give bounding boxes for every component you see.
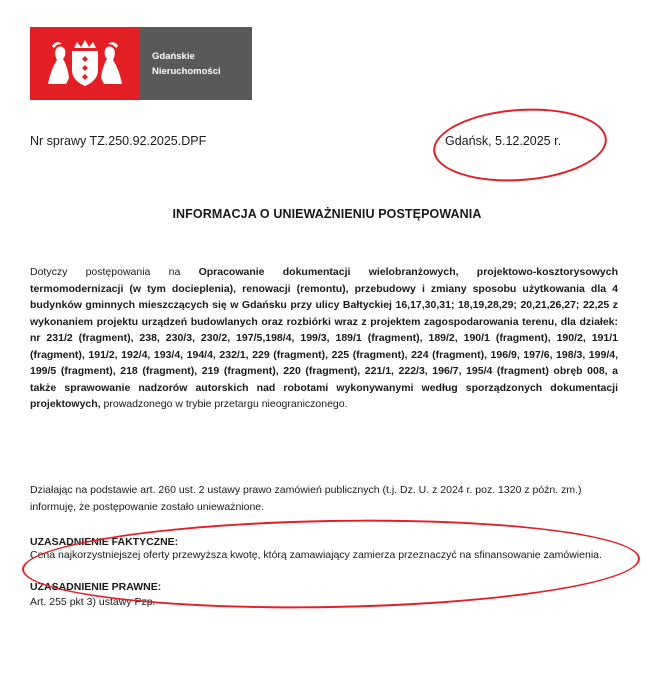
- logo-line-1: Gdańskie: [152, 50, 195, 62]
- gdansk-coat-of-arms-icon: [44, 38, 126, 90]
- case-reference: Nr sprawy TZ.250.92.2025.DPF: [30, 134, 207, 148]
- logo-text-block: [140, 27, 252, 100]
- logo: [30, 27, 252, 100]
- subject-paragraph: [30, 264, 618, 413]
- decision-paragraph: Działając na podstawie art. 260 ust. 2 ustawy prawo zamówień publicznych (t.j. Dz. U. z 2024 r. poz. 1320 z późn. zm.) informuję, że postępowanie zostało unieważnione.: [30, 484, 582, 513]
- subject-outro: prowadzonego w trybie przetargu nieograniczonego.: [100, 398, 348, 410]
- subject-text: Opracowanie dokumentacji wielobranżowych, projektowo-kosztorysowych termomodernizacji (w tym docieplenia), renowacji (remontu), przebudowy i zmiany sposobu użytkowania dla 4 budynków gminnych mieszczących się w Gdańsku przy ulicy Bałtyckiej 16,17,30,31; 18,19,28,29; 20,21,26,27; 22,25 z wykonaniem projektu urządzeń budowlanych oraz rozbiórki wraz z projektem zagospodarowania terenu, dla działek: nr 231/2 (fragment), 238, 230/3, 230/2, 197/5,198/4, 199/3, 189/1 (fragment), 189/2, 190/1 (fragment), 190/2, 191/1 (fragment), 191/2, 192/4, 193/4, 194/4, 232/1, 229 (fragment), 225 (fragment), 224 (fragment), 196/9, 197/6, 198/3, 199/4, 199/5 (fragment), 218 (fragment), 219 (fragment), 220 (fragment), 221/1, 222/3, 196/7, 195/4 (fragment) obręb 008, a także sprawowanie nadzorów autorskich nad robotami wykonywanymi według sporządzonych dokumentacji projektowych,: [30, 266, 618, 410]
- logo-emblem-block: [30, 27, 140, 100]
- factual-text: Cena najkorzystniejszej oferty przewyższa kwotę, którą zamawiający zamierza przeznaczyć na sfinansowanie zamówienia.: [30, 549, 602, 561]
- document-date: Gdańsk, 5.12.2025 r.: [445, 134, 562, 148]
- page-title: INFORMACJA O UNIEWAŻNIENIU POSTĘPOWANIA: [172, 207, 482, 221]
- legal-text: Art. 255 pkt 3) ustawy Pzp.: [30, 596, 156, 608]
- logo-line-2: Nieruchomości: [152, 65, 221, 77]
- factual-heading: UZASADNIENIE FAKTYCZNE:: [30, 536, 179, 548]
- legal-heading: UZASADNIENIE PRAWNE:: [30, 581, 162, 593]
- subject-intro: Dotyczy postępowania na: [30, 266, 199, 278]
